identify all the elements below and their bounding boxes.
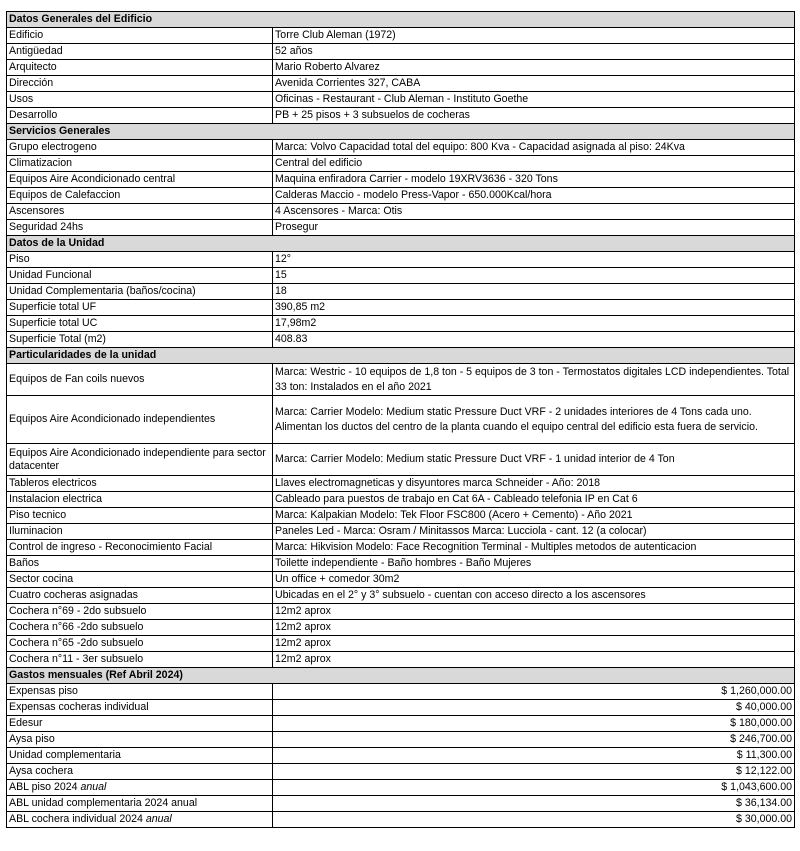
table-row <box>7 444 795 476</box>
field-label: Equipos Aire Acondicionado central <box>7 172 273 188</box>
building-data-sheet <box>6 11 795 828</box>
field-value: Paneles Led - Marca: Osram / Minitassos Marca: Lucciola - cant. 12 (a colocar) <box>273 524 795 540</box>
currency-symbol: $ <box>721 685 728 697</box>
expense-label <box>7 780 273 796</box>
table-row <box>7 156 795 172</box>
field-label: Control de ingreso - Reconocimiento Facial <box>7 540 273 556</box>
currency-symbol: $ <box>736 797 742 809</box>
field-label: Cochera n°11 - 3er subsuelo <box>7 652 273 668</box>
expense-amount-value: 30,000.00 <box>744 813 792 825</box>
expense-amount <box>273 684 795 700</box>
section-title: Particularidades de la unidad <box>7 348 795 364</box>
currency-symbol: $ <box>721 781 728 793</box>
field-label: Superficie Total (m2) <box>7 332 273 348</box>
table-row <box>7 44 795 60</box>
field-label: Seguridad 24hs <box>7 220 273 236</box>
expense-amount-value: 40,000.00 <box>744 701 792 713</box>
table-row <box>7 188 795 204</box>
field-label: Cochera n°69 - 2do subsuelo <box>7 604 273 620</box>
field-label: Antigüedad <box>7 44 273 60</box>
expense-row <box>7 684 795 700</box>
field-value: Maquina enfiradora Carrier - modelo 19XRV3636 - 320 Tons <box>273 172 795 188</box>
expense-amount <box>273 700 795 716</box>
table-row <box>7 604 795 620</box>
table-row <box>7 332 795 348</box>
expense-label-text: Aysa piso <box>9 733 55 745</box>
field-label: Unidad Complementaria (baños/cocina) <box>7 284 273 300</box>
field-value: Marca: Carrier Modelo: Medium static Pressure Duct VRF - 1 unidad interior de 4 Ton <box>273 444 795 476</box>
expense-amount-value: 1,043,600.00 <box>730 781 792 793</box>
field-label: Cochera n°65 -2do subsuelo <box>7 636 273 652</box>
field-value: Ubicadas en el 2° y 3° subsuelo - cuentan con acceso directo a los ascensores <box>273 588 795 604</box>
field-label: Ascensores <box>7 204 273 220</box>
expense-row <box>7 716 795 732</box>
field-value: Marca: Westric - 10 equipos de 1,8 ton - 5 equipos de 3 ton - Termostatos digitales LCD independientes. Total 33 ton: Instalados en el año 2021 <box>273 364 795 396</box>
expense-amount-value: 36,134.00 <box>744 797 792 809</box>
field-label: Unidad Funcional <box>7 268 273 284</box>
field-label: Instalacion electrica <box>7 492 273 508</box>
field-value: 12m2 aprox <box>273 636 795 652</box>
field-value: Marca: Carrier Modelo: Medium static Pressure Duct VRF - 2 unidades interiores de 4 Tons cada uno. Alimentan los ductos del centro de la planta cuando el equipo central del edificio esta fuera de servicio. <box>273 396 795 444</box>
section-title: Datos Generales del Edificio <box>7 12 795 28</box>
field-value: 390,85 m2 <box>273 300 795 316</box>
table-row <box>7 284 795 300</box>
expense-amount <box>273 796 795 812</box>
currency-symbol: $ <box>730 733 737 745</box>
table-row <box>7 588 795 604</box>
field-label: Climatizacion <box>7 156 273 172</box>
table-row <box>7 140 795 156</box>
expense-row <box>7 748 795 764</box>
expense-row <box>7 780 795 796</box>
expense-label <box>7 796 273 812</box>
section-header-row <box>7 124 795 140</box>
field-value: Central del edificio <box>273 156 795 172</box>
field-value: Un office + comedor 30m2 <box>273 572 795 588</box>
field-value: 4 Ascensores - Marca: Otis <box>273 204 795 220</box>
table-row <box>7 220 795 236</box>
field-label: Superficie total UF <box>7 300 273 316</box>
field-label: Baños <box>7 556 273 572</box>
expense-label-text: Unidad complementaria <box>9 749 121 761</box>
field-value: Marca: Volvo Capacidad total del equipo: 800 Kva - Capacidad asignada al piso: 24Kva <box>273 140 795 156</box>
field-value: Mario Roberto Alvarez <box>273 60 795 76</box>
table-row <box>7 524 795 540</box>
table-row <box>7 316 795 332</box>
field-value: 52 años <box>273 44 795 60</box>
table-row <box>7 172 795 188</box>
currency-symbol: $ <box>736 765 742 777</box>
currency-symbol: $ <box>730 717 737 729</box>
field-value: 15 <box>273 268 795 284</box>
table-row <box>7 652 795 668</box>
expense-row <box>7 732 795 748</box>
expense-label <box>7 748 273 764</box>
table-row <box>7 76 795 92</box>
expense-label <box>7 700 273 716</box>
field-label: Equipos Aire Acondicionado independientes <box>7 396 273 444</box>
section-title: Gastos mensuales (Ref Abril 2024) <box>7 668 795 684</box>
field-value: 17,98m2 <box>273 316 795 332</box>
expense-row <box>7 700 795 716</box>
expense-amount <box>273 716 795 732</box>
expense-amount <box>273 780 795 796</box>
field-label: Sector cocina <box>7 572 273 588</box>
expense-amount <box>273 732 795 748</box>
table-row <box>7 636 795 652</box>
table-row <box>7 92 795 108</box>
field-value: Oficinas - Restaurant - Club Aleman - Instituto Goethe <box>273 92 795 108</box>
expense-label-period: anual <box>145 813 172 825</box>
expense-label <box>7 812 273 828</box>
expense-label-period: anual <box>80 781 107 793</box>
expense-label-text: Expensas piso <box>9 685 78 697</box>
currency-symbol: $ <box>736 701 742 713</box>
field-label: Piso <box>7 252 273 268</box>
expense-amount-value: 11,300.00 <box>745 749 792 761</box>
field-label: Tableros electricos <box>7 476 273 492</box>
field-label: Arquitecto <box>7 60 273 76</box>
expense-amount-value: 246,700.00 <box>738 733 792 745</box>
table-row <box>7 28 795 44</box>
expense-label-text: ABL cochera individual 2024 <box>9 813 143 825</box>
field-label: Grupo electrogeno <box>7 140 273 156</box>
expense-amount-value: 12,122.00 <box>744 765 792 777</box>
table-row <box>7 364 795 396</box>
expense-amount <box>273 748 795 764</box>
field-label: Usos <box>7 92 273 108</box>
field-label: Iluminacion <box>7 524 273 540</box>
currency-symbol: $ <box>736 749 743 761</box>
field-label: Dirección <box>7 76 273 92</box>
table-row <box>7 300 795 316</box>
field-value: Toilette independiente - Baño hombres - Baño Mujeres <box>273 556 795 572</box>
section-header-row <box>7 12 795 28</box>
field-value: Llaves electromagneticas y disyuntores marca Schneider - Año: 2018 <box>273 476 795 492</box>
field-label: Cuatro cocheras asignadas <box>7 588 273 604</box>
table-row <box>7 492 795 508</box>
table-row <box>7 556 795 572</box>
field-value: 12m2 aprox <box>273 620 795 636</box>
field-value: Avenida Corrientes 327, CABA <box>273 76 795 92</box>
field-value: Marca: Kalpakian Modelo: Tek Floor FSC800 (Acero + Cemento) - Año 2021 <box>273 508 795 524</box>
field-value: Torre Club Aleman (1972) <box>273 28 795 44</box>
field-value: Calderas Maccio - modelo Press-Vapor - 650.000Kcal/hora <box>273 188 795 204</box>
section-header-row <box>7 348 795 364</box>
field-value: PB + 25 pisos + 3 subsuelos de cocheras <box>273 108 795 124</box>
table-row <box>7 60 795 76</box>
expense-label-text: Aysa cochera <box>9 765 73 777</box>
section-header-row <box>7 668 795 684</box>
field-label: Cochera n°66 -2do subsuelo <box>7 620 273 636</box>
table-row <box>7 572 795 588</box>
table-row <box>7 620 795 636</box>
table-row <box>7 204 795 220</box>
expense-label-text: Expensas cocheras individual <box>9 701 149 713</box>
field-value: Prosegur <box>273 220 795 236</box>
expense-label <box>7 684 273 700</box>
table-row <box>7 540 795 556</box>
table-row <box>7 508 795 524</box>
table-row <box>7 268 795 284</box>
field-label: Desarrollo <box>7 108 273 124</box>
field-label: Piso tecnico <box>7 508 273 524</box>
expense-amount <box>273 812 795 828</box>
expense-amount-value: 1,260,000.00 <box>730 685 792 697</box>
field-value: 12m2 aprox <box>273 604 795 620</box>
expense-label-text: ABL unidad complementaria 2024 anual <box>9 797 198 809</box>
expense-label <box>7 716 273 732</box>
field-label: Superficie total UC <box>7 316 273 332</box>
expense-label <box>7 732 273 748</box>
expense-row <box>7 764 795 780</box>
section-header-row <box>7 236 795 252</box>
expense-amount <box>273 764 795 780</box>
expense-row <box>7 812 795 828</box>
currency-symbol: $ <box>736 813 742 825</box>
field-label: Equipos Aire Acondicionado independiente para sector datacenter <box>7 444 273 476</box>
section-title: Servicios Generales <box>7 124 795 140</box>
field-value: Marca: Hikvision Modelo: Face Recognition Terminal - Multiples metodos de autenticacion <box>273 540 795 556</box>
field-value: Cableado para puestos de trabajo en Cat 6A - Cableado telefonia IP en Cat 6 <box>273 492 795 508</box>
expense-amount-value: 180,000.00 <box>738 717 792 729</box>
section-title: Datos de la Unidad <box>7 236 795 252</box>
expense-label-text: Edesur <box>9 717 43 729</box>
field-value: 408.83 <box>273 332 795 348</box>
field-value: 12° <box>273 252 795 268</box>
field-value: 12m2 aprox <box>273 652 795 668</box>
table-row <box>7 476 795 492</box>
expense-row <box>7 796 795 812</box>
table-row <box>7 396 795 444</box>
expense-label-text: ABL piso 2024 <box>9 781 78 793</box>
field-value: 18 <box>273 284 795 300</box>
expense-label <box>7 764 273 780</box>
table-row <box>7 108 795 124</box>
table-row <box>7 252 795 268</box>
field-label: Edificio <box>7 28 273 44</box>
field-label: Equipos de Fan coils nuevos <box>7 364 273 396</box>
field-label: Equipos de Calefaccion <box>7 188 273 204</box>
